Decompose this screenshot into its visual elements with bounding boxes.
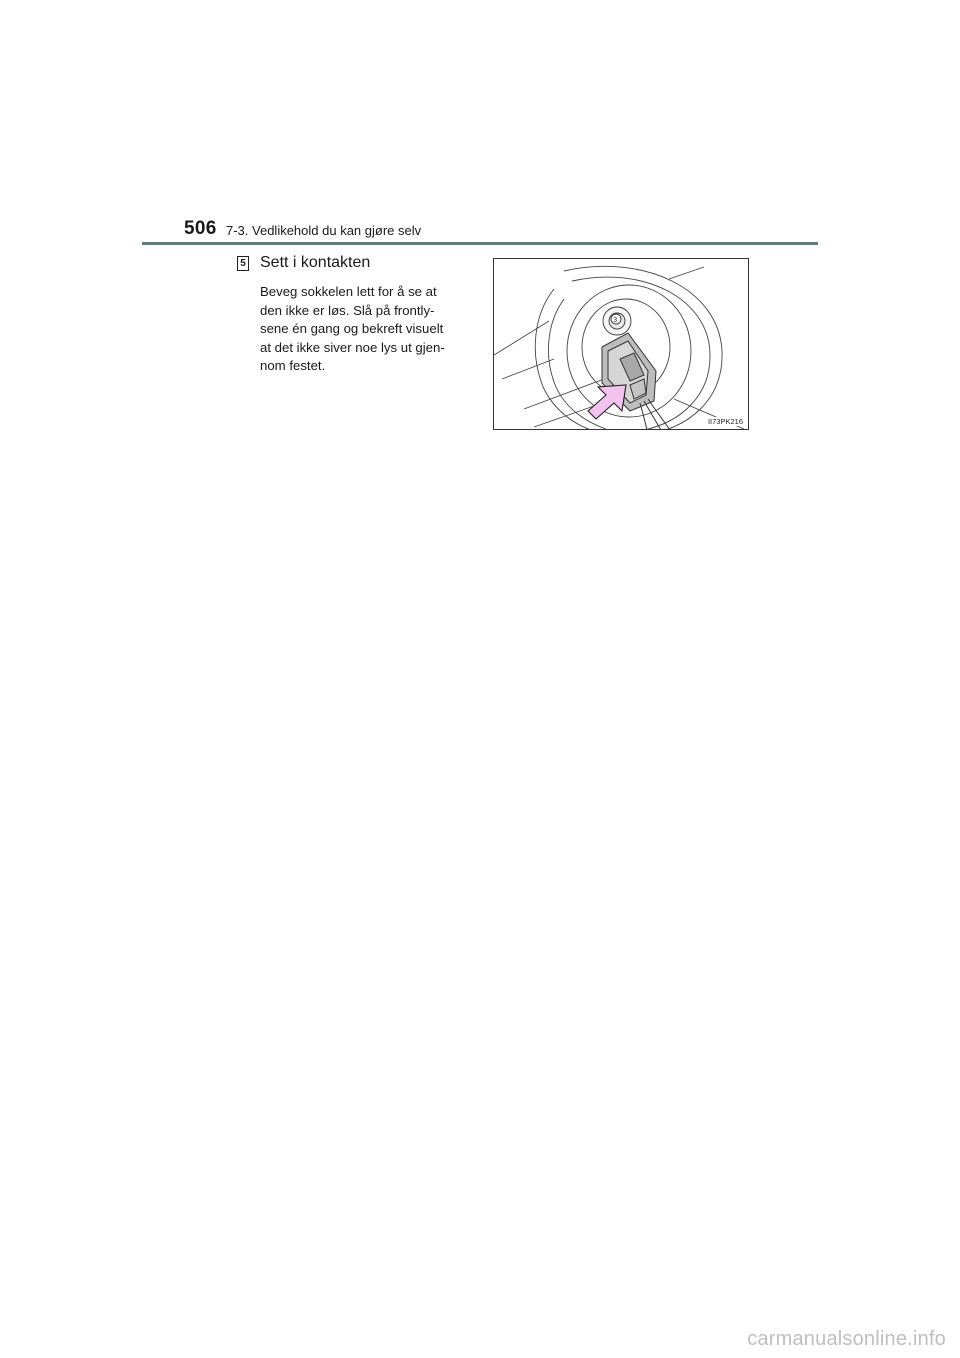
step-body-line: Beveg sokkelen lett for å se at xyxy=(260,284,437,299)
step-body xyxy=(260,283,478,376)
step-body-line: den ikke er løs. Slå på frontly- xyxy=(260,302,435,318)
figure-code: II73PK216 xyxy=(707,417,743,426)
step-badge: 5 xyxy=(237,256,249,271)
step-body-line: nom festet. xyxy=(260,358,326,373)
insertion-arrow-icon xyxy=(588,385,626,419)
step-title: Sett i kontakten xyxy=(260,254,371,271)
headlight-socket-drawing xyxy=(494,259,749,430)
header-rule xyxy=(142,242,818,245)
step-body-line: at det ikke siver noe lys ut gjen- xyxy=(260,339,445,355)
watermark: carmanualsonline.info xyxy=(747,1328,946,1350)
svg-text:3: 3 xyxy=(613,316,618,324)
connector-illustration xyxy=(493,258,749,430)
section-title: 7-3. Vedlikehold du kan gjøre selv xyxy=(226,223,422,238)
page-number: 506 xyxy=(184,218,217,239)
step-body-line: sene én gang og bekreft visuelt xyxy=(260,321,444,336)
